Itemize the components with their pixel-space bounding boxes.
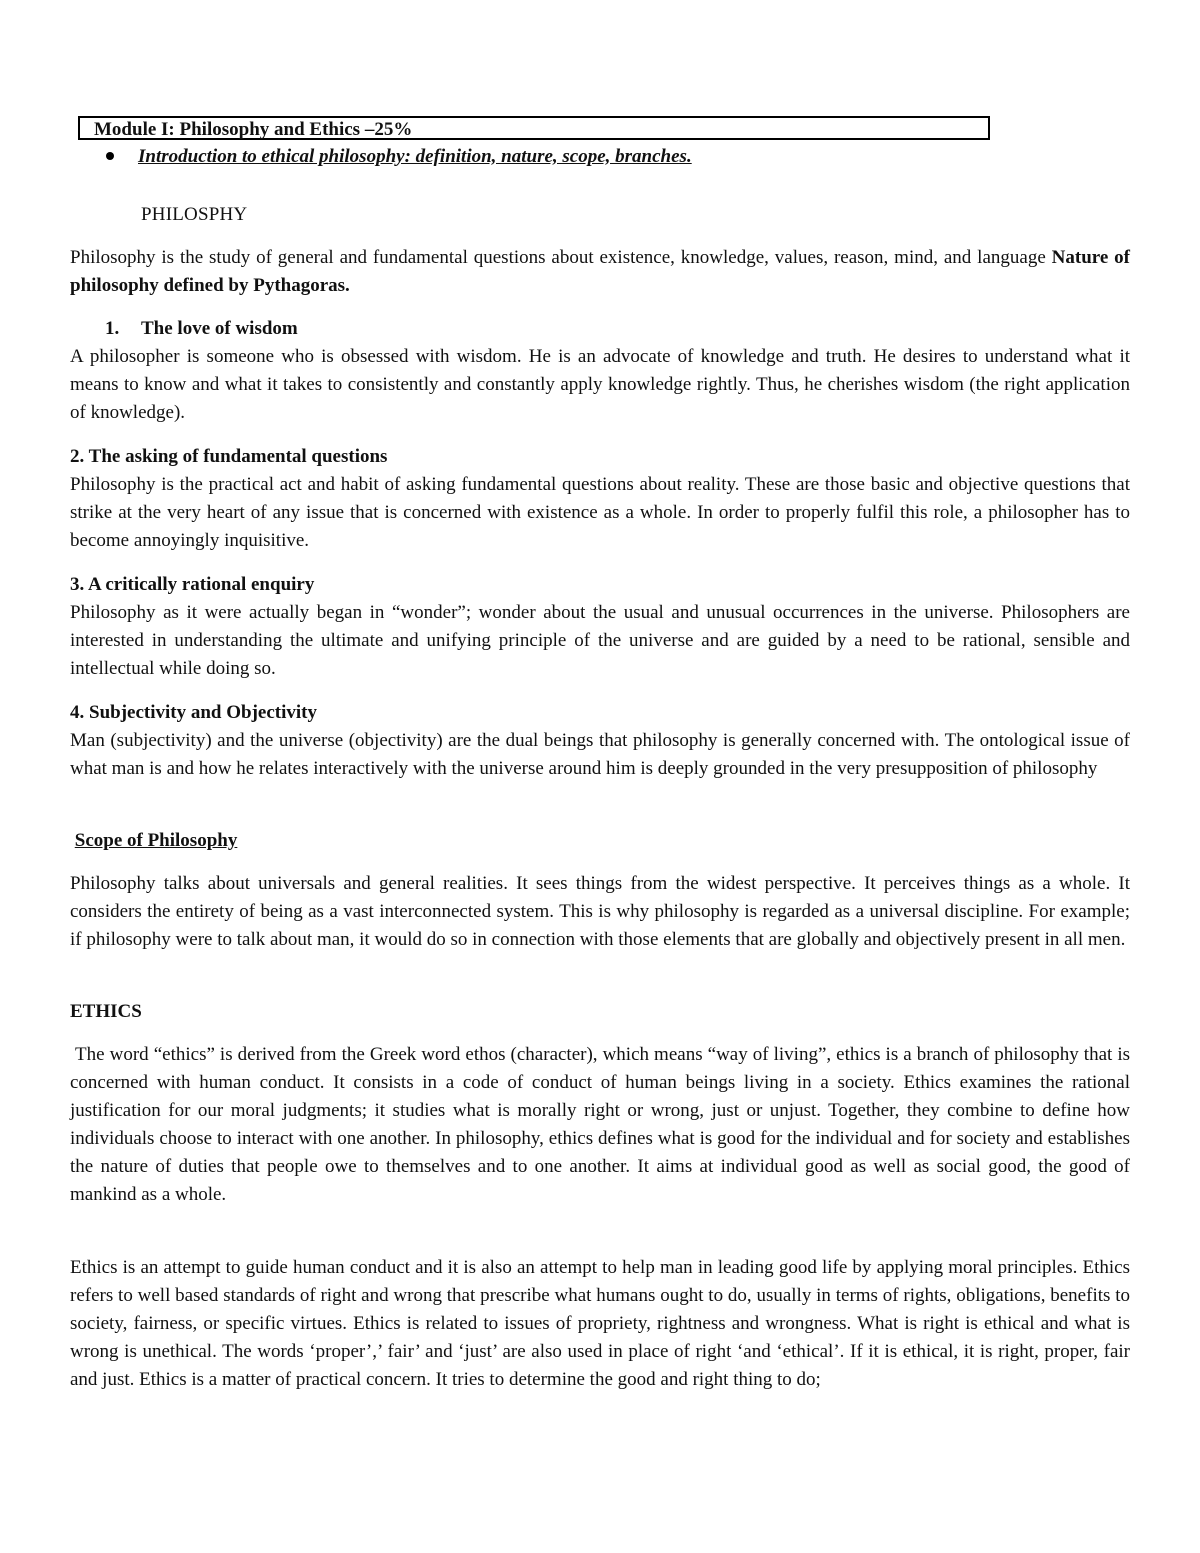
ethics-para-1: The word “ethics” is derived from the Greek word ethos (character), which means “way of living”, ethics is a branch of philosophy that is concerned with human conduct. It consists in a code of conduct of human beings living in a society. Ethics examines the rational justification for our moral judgments; it studies what is morally right or wrong, just or unjust. Together, they combine to define how individuals choose to interact with one another. In philosophy, ethics defines what is good for the individual and for society and establishes the nature of duties that people owe to themselves and to one another. It aims at individual good as well as social good, the good of mankind as a whole. <box>70 1044 1130 1205</box>
point-1-title: The love of wisdom <box>141 318 298 339</box>
intro-paragraph <box>70 244 1130 300</box>
scope-heading-block <box>70 827 1130 855</box>
module-title: Module I: Philosophy and Ethics –25% <box>94 119 413 140</box>
point-2-body: Philosophy is the practical act and habit of asking fundamental questions about reality. These are those basic and objective questions that strike at the very heart of any issue that is concerned with existence as a whole. In order to properly fulfil this role, a philosopher has to become annoyingly inquisitive. <box>70 474 1130 551</box>
scope-body: Philosophy talks about universals and general realities. It sees things from the widest perspective. It perceives things as a whole. It considers the entirety of being as a vast interconnected system. This is why philosophy is regarded as a universal discipline. For example; if philosophy were to talk about man, it would do so in connection with those elements that are globally and objectively present in all men. <box>70 873 1130 950</box>
point-1-number: 1. <box>105 318 120 339</box>
ethics-heading: ETHICS <box>70 1001 142 1022</box>
point-3-title: 3. A critically rational enquiry <box>70 574 315 595</box>
point-4-title: 4. Subjectivity and Objectivity <box>70 702 317 723</box>
ethics-paragraph-1 <box>70 1041 1130 1209</box>
bullet-dot-icon <box>106 152 114 160</box>
point-2-title: 2. The asking of fundamental questions <box>70 446 388 467</box>
scope-heading: Scope of Philosophy <box>74 830 238 851</box>
point-4-body: Man (subjectivity) and the universe (objectivity) are the dual beings that philosophy is generally concerned with. The ontological issue of what man is and how he relates interactively with the universe around him is deeply grounded in the very presupposition of philosophy <box>70 730 1130 779</box>
ethics-heading-block <box>70 998 1130 1026</box>
point-3-body: Philosophy as it were actually began in “wonder”; wonder about the usual and unusual occurrences in the universe. Philosophers are interested in understanding the ultimate and unifying principle of the universe and are guided by a need to be rational, sensible and intellectual while doing so. <box>70 602 1130 679</box>
point-2 <box>70 443 1130 555</box>
scope-paragraph <box>70 870 1130 954</box>
point-3 <box>70 571 1130 683</box>
topic-line: Introduction to ethical philosophy: definition, nature, scope, branches. <box>138 146 692 167</box>
topic-bullet <box>106 144 692 170</box>
point-1-heading <box>70 315 1130 343</box>
point-1-body: A philosopher is someone who is obsessed with wisdom. He is an advocate of knowledge and truth. He desires to understand what it means to know and what it takes to consistently and constantly apply knowledge rightly. Thus, he cherishes wisdom (the right application of knowledge). <box>70 346 1130 423</box>
ethics-paragraph-2 <box>70 1254 1130 1394</box>
point-1 <box>70 315 1130 427</box>
intro-bold-tail: Nature of philosophy defined by Pythagoras. <box>70 247 1130 296</box>
point-4 <box>70 699 1130 783</box>
intro-text: Philosophy is the study of general and fundamental questions about existence, knowledge, values, reason, mind, and language <box>70 247 1052 268</box>
module-title-box <box>78 116 990 140</box>
ethics-para-2: Ethics is an attempt to guide human conduct and it is also an attempt to help man in leading good life by applying moral principles. Ethics refers to well based standards of right and wrong that prescribe what humans ought to do, usually in terms of rights, obligations, benefits to society, fairness, or specific virtues. Ethics is related to issues of propriety, rightness and wrongness. What is right is ethical and what is wrong is unethical. The words ‘proper’,’ fair’ and ‘just’ are also used in place of right ‘and ‘ethical’. If it is ethical, it is right, proper, fair and just. Ethics is a matter of practical concern. It tries to determine the good and right thing to do; <box>70 1257 1130 1390</box>
main-heading: PHILOSPHY <box>141 204 248 225</box>
